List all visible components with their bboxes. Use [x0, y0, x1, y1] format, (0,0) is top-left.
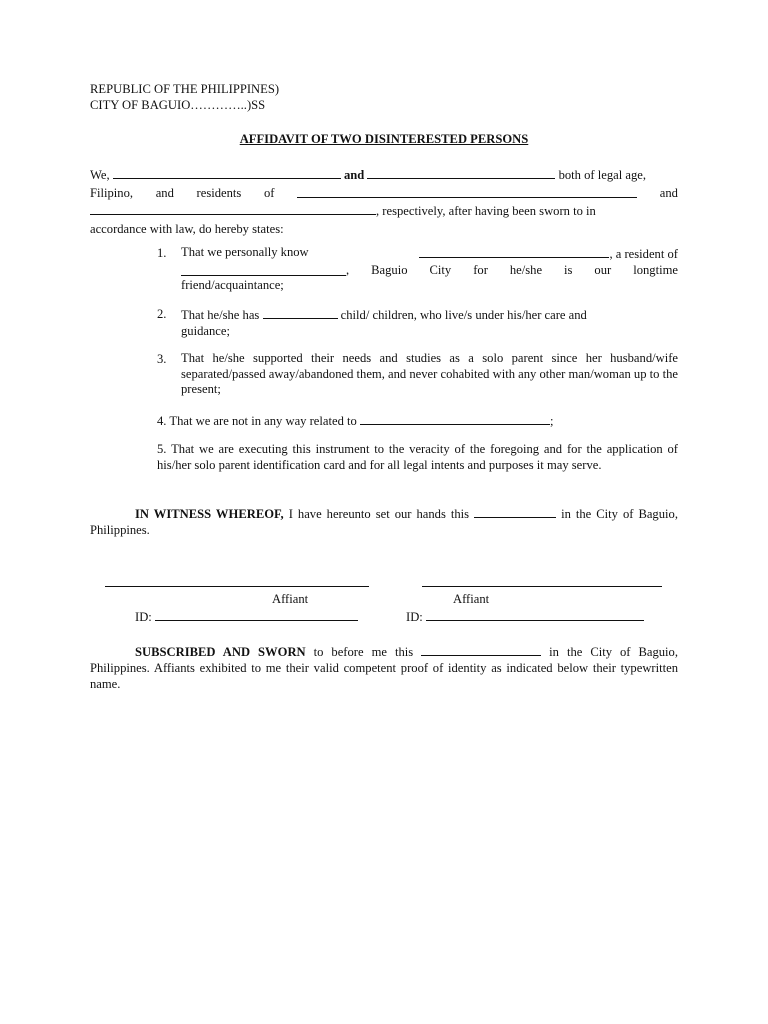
relation-blank[interactable]: [360, 412, 550, 425]
sworn-date-blank[interactable]: [421, 643, 541, 656]
witness-text-b: in the City of Baguio, Philippines.: [90, 507, 678, 537]
item-1-text-a: That we personally know: [181, 245, 309, 259]
item-3-text: That he/she supported their needs and studies as a solo parent since her husband/wife separated/passed away/abandoned them, and never cohabited with any other man/woman up to the present;: [181, 351, 678, 396]
list-item: [157, 306, 678, 339]
item-number: 5.: [157, 442, 167, 456]
item-1-text-b: , a resident of: [609, 247, 678, 261]
witness-paragraph: [90, 505, 678, 538]
date-blank[interactable]: [474, 505, 556, 518]
item-number: 1.: [157, 246, 167, 260]
sworn-text-a: to before me this: [313, 645, 414, 659]
intro-and-3: and: [659, 185, 678, 200]
id-label-left: ID:: [135, 610, 152, 624]
document-title: AFFIDAVIT OF TWO DISINTERESTED PERSONS: [239, 132, 529, 146]
item-2-text-c: guidance;: [181, 323, 230, 338]
list-item: [157, 412, 678, 429]
intro-residents: residents: [196, 185, 242, 200]
name-blank-2[interactable]: [367, 166, 555, 179]
affiant-label-right: Affiant: [453, 592, 490, 606]
witness-text-a: I have hereunto set our hands this: [288, 507, 470, 521]
affiant-label-left: Affiant: [272, 592, 309, 606]
id-label-right: ID:: [406, 610, 423, 624]
name-blank-1[interactable]: [113, 166, 341, 179]
intro-and-2: and: [155, 185, 174, 200]
intro-paragraph: [90, 166, 678, 238]
item-number: 3.: [157, 352, 167, 366]
residence-blank-1[interactable]: [297, 185, 637, 198]
intro-we: We,: [90, 168, 110, 182]
person-name-blank[interactable]: [419, 245, 609, 258]
residence-blank-2[interactable]: [90, 202, 376, 215]
caption-republic: REPUBLIC OF THE PHILIPPINES): [90, 82, 280, 96]
item-number: 4.: [157, 414, 167, 428]
caption-city: CITY OF BAGUIO…………..)SS: [90, 98, 266, 112]
item-1-text-c: , Baguio City for he/she is our longtime: [346, 262, 678, 277]
children-count-blank[interactable]: [263, 306, 338, 319]
signature-line-right[interactable]: [422, 585, 662, 587]
item-2-text-a: That he/she has: [181, 308, 260, 322]
intro-and: and: [343, 168, 365, 182]
id-blank-left[interactable]: [155, 608, 358, 621]
item-2-text-b: child/ children, who live/s under his/her care and: [340, 308, 587, 322]
list-item: [157, 245, 678, 294]
sworn-paragraph: [90, 643, 678, 692]
item-1-text-d: friend/acquaintance;: [181, 278, 284, 292]
residence-blank-3[interactable]: [181, 263, 346, 276]
item-4-text-a: That we are not in any way related to: [169, 414, 357, 428]
item-number: 2.: [157, 307, 167, 321]
id-field-right: [406, 608, 644, 625]
witness-heading: IN WITNESS WHEREOF,: [135, 507, 284, 521]
intro-both: both of legal age,: [558, 168, 646, 182]
item-4-text-b: ;: [549, 414, 554, 428]
sworn-heading: SUBSCRIBED AND SWORN: [135, 645, 306, 659]
intro-filipino: Filipino,: [90, 185, 134, 200]
caption-block: [90, 81, 279, 113]
id-blank-right[interactable]: [426, 608, 644, 621]
intro-accordance: accordance with law, do hereby states:: [90, 221, 284, 236]
item-5-text: That we are executing this instrument to the veracity of the foregoing and for the application of his/her solo parent identification card and for all legal intents and purposes it may serve.: [157, 442, 678, 472]
sworn-text-b: in the City of Baguio, Philippines. Affiants exhibited to me their valid competent proof of identity as indicated below their typewritten name.: [90, 645, 679, 691]
id-field-left: [135, 608, 358, 625]
intro-respectively: , respectively, after having been sworn to in: [376, 204, 596, 218]
list-item: [157, 442, 678, 473]
intro-of: of: [263, 185, 275, 200]
list-item: [157, 351, 678, 398]
signature-line-left[interactable]: [105, 585, 369, 587]
